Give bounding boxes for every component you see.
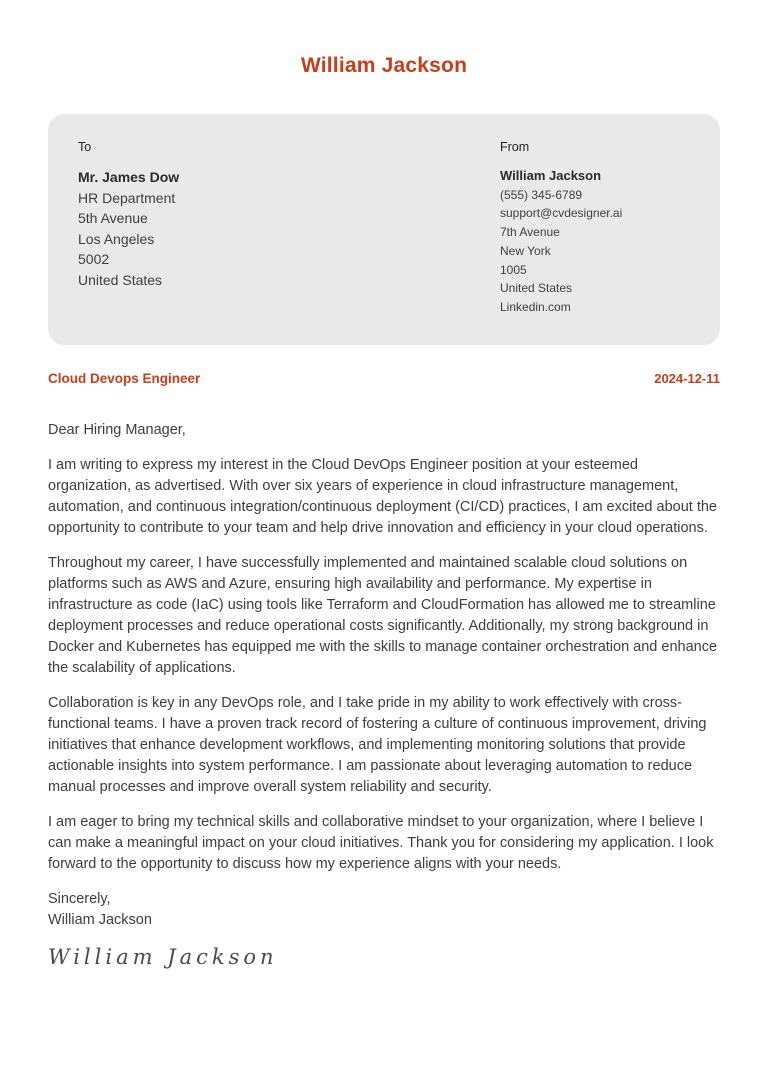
sender-address-line: United States xyxy=(500,281,573,296)
body-paragraph: I am eager to bring my technical skills and collaborative mindset to your organization, where I believe I can make a meaningful impact on your cloud initiatives. Thank you for considering my application. I look forward to the opportunity to discuss how my experience aligns with your needs. xyxy=(48,813,714,872)
recipient-address-line: 5th Avenue xyxy=(78,210,148,226)
job-title: Cloud Devops Engineer xyxy=(48,370,201,386)
sender-section xyxy=(500,140,690,317)
recipient-address-line: Los Angeles xyxy=(78,230,155,247)
recipient-section xyxy=(78,140,500,317)
sender-address-line: New York xyxy=(500,243,551,258)
recipient-name: Mr. James Dow xyxy=(78,169,180,185)
body-paragraph: Collaboration is key in any DevOps role, and I take pride in my ability to work effectively with cross-functional teams. I have a proven track record of fostering a culture of continuous improvement, driving initiatives that enhance development workflows, and implementing monitoring solutions that provide actionable insights into system performance. I am passionate about leveraging automation to reduce manual processes and improve overall system reliability and security. xyxy=(48,694,707,795)
sender-address-line: 7th Avenue xyxy=(500,225,560,240)
recipient-address-line: HR Department xyxy=(78,189,176,206)
handwritten-signature: William Jackson xyxy=(48,944,278,969)
recipient-address-line: United States xyxy=(78,271,163,288)
recipient-address-line: 5002 xyxy=(78,251,110,267)
letter-body xyxy=(48,420,720,968)
letter-date: 2024-12-11 xyxy=(654,370,720,386)
body-paragraph: Throughout my career, I have successfully implemented and maintained scalable cloud solutions on platforms such as AWS and Azure, ensuring high availability and performance. My expertise in infrastructure as code (IaC) using tools like Terraform and CloudFormation has allowed me to streamline deployment processes and reduce operational costs significantly. Additionally, my strong background in Docker and Kubernetes has equipped me with the skills to manage container orchestration and enhance the scalability of applications. xyxy=(48,554,718,676)
closing-block xyxy=(48,889,720,931)
closing: Sincerely, xyxy=(48,890,111,907)
recipient-label: To xyxy=(78,140,92,154)
sender-linkedin: Linkedin.com xyxy=(500,299,571,314)
signed-name: William Jackson xyxy=(48,911,152,928)
letter-meta-row xyxy=(48,371,720,386)
body-paragraph: I am writing to express my interest in the Cloud DevOps Engineer position at your esteemed organization, as advertised. With over six years of experience in cloud infrastructure management, automation, and continuous integration/continuous deployment (CI/CD) practices, I am excited about the opportunity to contribute to your team and help drive innovation and efficiency in your cloud operations. xyxy=(48,456,717,536)
page-title: William Jackson xyxy=(300,54,468,77)
sender-name: William Jackson xyxy=(500,168,602,183)
sender-address-line: 1005 xyxy=(500,262,527,277)
sender-label: From xyxy=(500,140,530,154)
address-panel xyxy=(48,114,720,345)
salutation: Dear Hiring Manager, xyxy=(48,421,186,438)
sender-email: support@cvdesigner.ai xyxy=(500,206,623,221)
sender-phone: (555) 345-6789 xyxy=(500,187,583,202)
